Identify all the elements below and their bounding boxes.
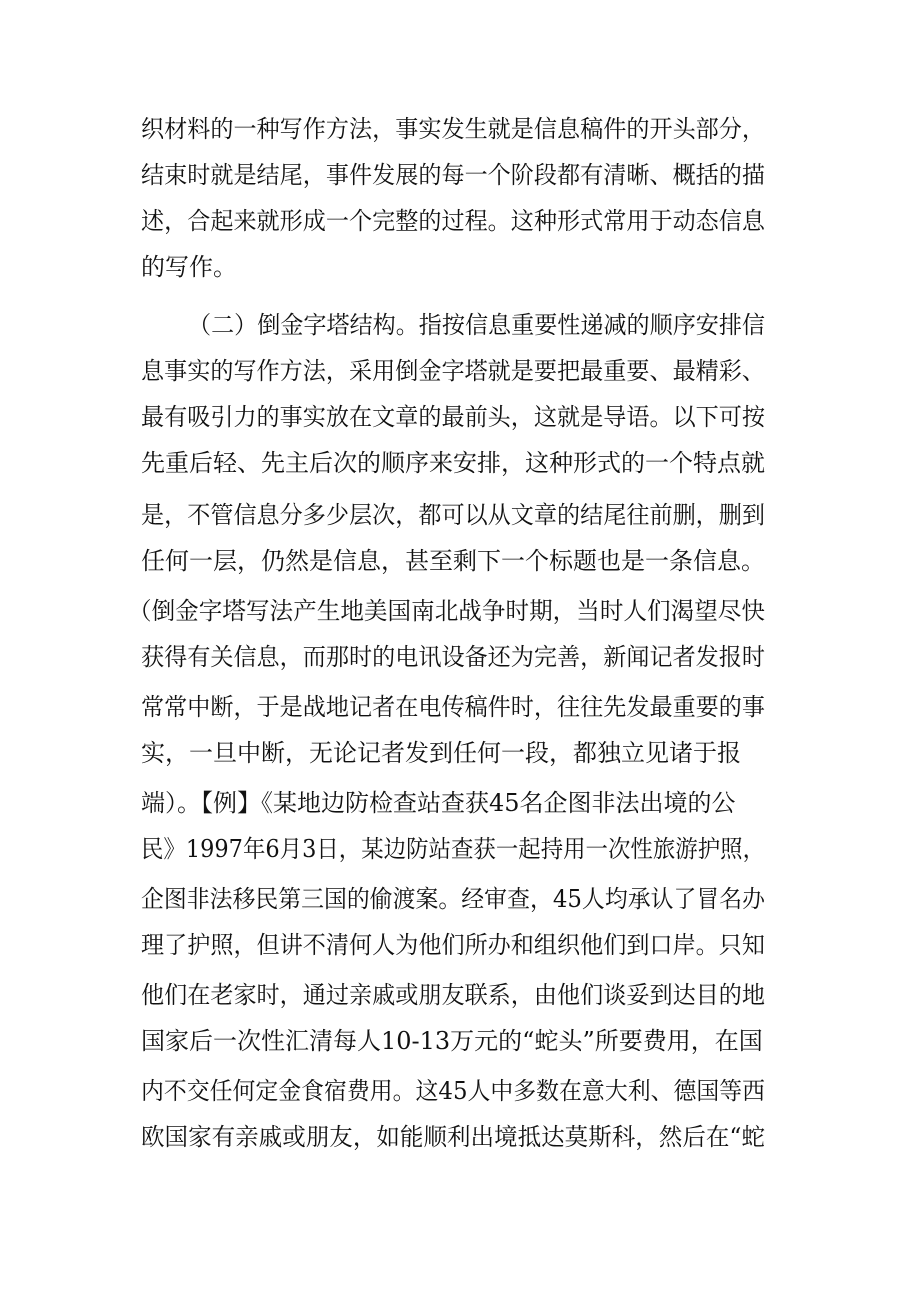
text-line-20-content: 国家后一次性汇清每人10-13万元的“蛇头”所要费用，在国: [141, 1027, 763, 1055]
text-line-12: [0, 634, 920, 680]
text-line-6-content: 息事实的写作方法，采用倒金字塔就是要把最重要、最精彩、: [141, 357, 766, 385]
text-line-1: [0, 106, 920, 152]
text-line-4-content: 的写作。: [141, 253, 237, 281]
text-line-2: [0, 152, 920, 198]
text-line-18-content: 理了护照，但讲不清何人为他们所办和组织他们到口岸。只知: [141, 931, 766, 959]
text-line-15-content: 端）。【例】《某地边防检查站查获45名企图非法出境的公: [141, 789, 736, 817]
text-line-12-content: 获得有关信息，而那时的电讯设备还为完善，新闻记者发报时: [141, 643, 766, 671]
text-line-8-content: 先重后轻、先主后次的顺序来安排，这种形式的一个特点就: [141, 449, 765, 477]
text-line-19: [0, 972, 920, 1018]
text-line-6: [0, 348, 920, 394]
text-line-22-content: 欧国家有亲戚或朋友，如能顺利出境抵达莫斯科，然后在“蛇: [141, 1123, 766, 1151]
text-line-1-content: 织材料的一种写作方法，事实发生就是信息稿件的开头部分，: [141, 115, 766, 143]
text-line-5: [0, 302, 920, 348]
text-line-9: [0, 492, 920, 538]
text-line-5-content: （二）倒金字塔结构。指按信息重要性递减的顺序安排信: [188, 311, 766, 339]
text-line-21: [0, 1068, 920, 1114]
text-line-4: [0, 244, 920, 290]
text-line-9-content: 是，不管信息分多少层次，都可以从文章的结尾往前删，删到: [141, 501, 766, 529]
text-line-10-content: 任何一层，仍然是信息，甚至剩下一个标题也是一条信息。: [141, 547, 765, 575]
text-line-14: [0, 730, 920, 776]
text-line-10: [0, 538, 920, 584]
text-line-22: [0, 1114, 920, 1160]
text-line-17-content: 企图非法移民第三国的偷渡案。经审查，45人均承认了冒名办: [141, 885, 765, 913]
text-line-15: [0, 780, 920, 826]
text-line-19-content: 他们在老家时，通过亲戚或朋友联系，由他们谈妥到达目的地: [141, 981, 766, 1009]
text-line-7: [0, 394, 920, 440]
text-line-13-content: 常常中断，于是战地记者在电传稿件时，往往先发最重要的事: [141, 693, 766, 721]
text-line-3-content: 述，合起来就形成一个完整的过程。这种形式常用于动态信息: [141, 207, 766, 235]
text-line-8: [0, 440, 920, 486]
text-line-17: [0, 876, 920, 922]
text-line-13: [0, 684, 920, 730]
text-line-2-content: 结束时就是结尾，事件发展的每一个阶段都有清晰、概括的描: [141, 161, 766, 189]
text-line-16-content: 民》1997年6月3日，某边防站查获一起持用一次性旅游护照，: [141, 835, 766, 863]
text-line-11-content: （倒金字塔写法产生地美国南北战争时期，当时人们渴望尽快: [128, 597, 765, 625]
text-line-18: [0, 922, 920, 968]
text-line-21-content: 内不交任何定金食宿费用。这45人中多数在意大利、德国等西: [141, 1077, 765, 1105]
text-line-11: [0, 588, 920, 634]
text-line-14-content: 实，一旦中断，无论记者发到任何一段，都独立见诸于报: [141, 739, 741, 767]
text-line-7-content: 最有吸引力的事实放在文章的最前头，这就是导语。以下可按: [141, 403, 766, 431]
text-line-3: [0, 198, 920, 244]
text-line-20: [0, 1018, 920, 1064]
text-line-16: [0, 826, 920, 872]
